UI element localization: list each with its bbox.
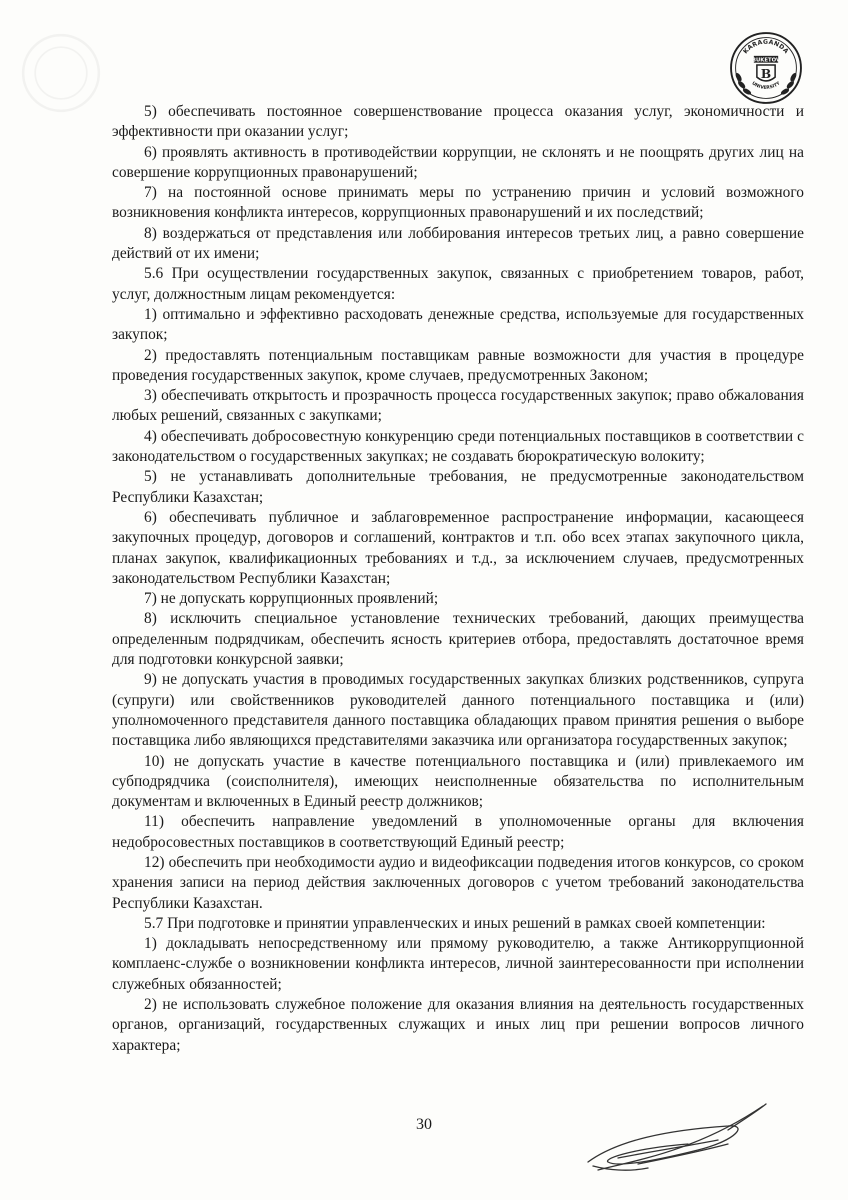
paragraph: 3) обеспечивать открытость и прозрачность процесса государственных закупок; право обжалования любых решений, связанных с закупками; [112, 387, 804, 425]
faint-seal-icon [18, 30, 104, 116]
paragraph: 6) обеспечивать публичное и заблаговременное распространение информации, касающееся закупочных процедур, договоров и соглашений, контрактов и т.п. обо всех этапах закупочного цикла, планах закупок, квалификационных требованиях и т.д., за исключением случаев, предусмотренных законодательством Республики Казахстан; [112, 508, 804, 587]
svg-text:KARAGANDA [742, 39, 790, 56]
paragraph: 11) обеспечить направление уведомлений в уполномоченные органы для включения недобросовестных поставщиков в соответствующий Единый реестр; [112, 813, 804, 851]
signature-icon [578, 1100, 778, 1180]
section-heading-5-7: 5.7 При подготовке и принятии управленческих и иных решений в рамках своей компетенции: [144, 914, 766, 932]
paragraph: 2) не использовать служебное положение для оказания влияния на деятельность государственных органов, организаций, государственных служащих и иных лиц при решении вопросов личного характера; [112, 996, 804, 1054]
seal-mid-text: BUKETOV [751, 57, 781, 64]
seal-bottom-text: UNIVERSITY [750, 81, 782, 91]
paragraph: 5) обеспечивать постоянное совершенствование процесса оказания услуг, экономичности и эффективности при оказании услуг; [112, 103, 804, 141]
paragraph: 7) не допускать коррупционных проявлений; [144, 590, 439, 608]
paragraph: 9) не допускать участия в проводимых государственных закупках близких родственников, супруга (супруги) или свойственников руководителей данного потенциального поставщика и (или) уполномоченного представителя данного поставщика обладающих правом принятия решения о выборе поставщика либо являющихся представителями заказчика или организатора государственных закупок; [112, 671, 804, 750]
seal-center-letter: B [760, 66, 772, 81]
paragraph: 8) воздержаться от представления или лоббирования интересов третьих лиц, а равно совершение действий от их имени; [112, 224, 804, 263]
paragraph: 7) на постоянной основе принимать меры по устранению причин и условий возможного возникновения конфликта интересов, коррупционных правонарушений и их последствий; [112, 184, 804, 222]
seal-top-text: KARAGANDA [742, 38, 790, 56]
paragraph: 1) оптимально и эффективно расходовать денежные средства, используемые для государственных закупок; [112, 305, 804, 344]
paragraph: 6) проявлять активность в противодействии коррупции, не склонять и не поощрять других лиц на совершение коррупционных правонарушений; [112, 143, 804, 181]
document-body [112, 102, 804, 1056]
university-seal-icon [728, 30, 804, 106]
paragraph: 12) обеспечить при необходимости аудио и видеофиксации подведения итогов конкурсов, со сроком хранения записи на период действия заключенных договоров с учетом требований законодательства Республики Казахстан. [112, 853, 804, 912]
page-number: 30 [416, 1116, 432, 1133]
paragraph: 1) докладывать непосредственному или прямому руководителю, а также Антикоррупционной комплаенс-службе о возникновении конфликта интересов, личной заинтересованности при исполнении служебных обязанностей; [112, 935, 804, 993]
paragraph: 2) предоставлять потенциальным поставщикам равные возможности для участия в процедуре проведения государственных закупок, кроме случаев, предусмотренных Законом; [112, 346, 804, 384]
paragraph: 8) исключить специальное установление технических требований, дающих преимущества определенным подрядчикам, обеспечить ясность критериев отбора, предоставлять достаточное время для подготовки конкурсной заявки; [112, 610, 804, 669]
paragraph: 5) не устанавливать дополнительные требования, не предусмотренные законодательством Республики Казахстан; [112, 468, 804, 506]
paragraph: 10) не допускать участие в качестве потенциального поставщика и (или) привлекаемого им субподрядчика (соисполнителя), имеющих неисполненные обязательства по исполнительным документам и включенных в Единый реестр должников; [112, 752, 804, 811]
section-heading-5-6: 5.6 При осуществлении государственных закупок, связанных с приобретением товаров, работ, услуг, должностным лицам рекомендуется: [112, 265, 804, 303]
paragraph: 4) обеспечивать добросовестную конкуренцию среди потенциальных поставщиков в соответствии с законодательством о государственных закупках; не создавать бюрократическую волокиту; [112, 427, 804, 466]
